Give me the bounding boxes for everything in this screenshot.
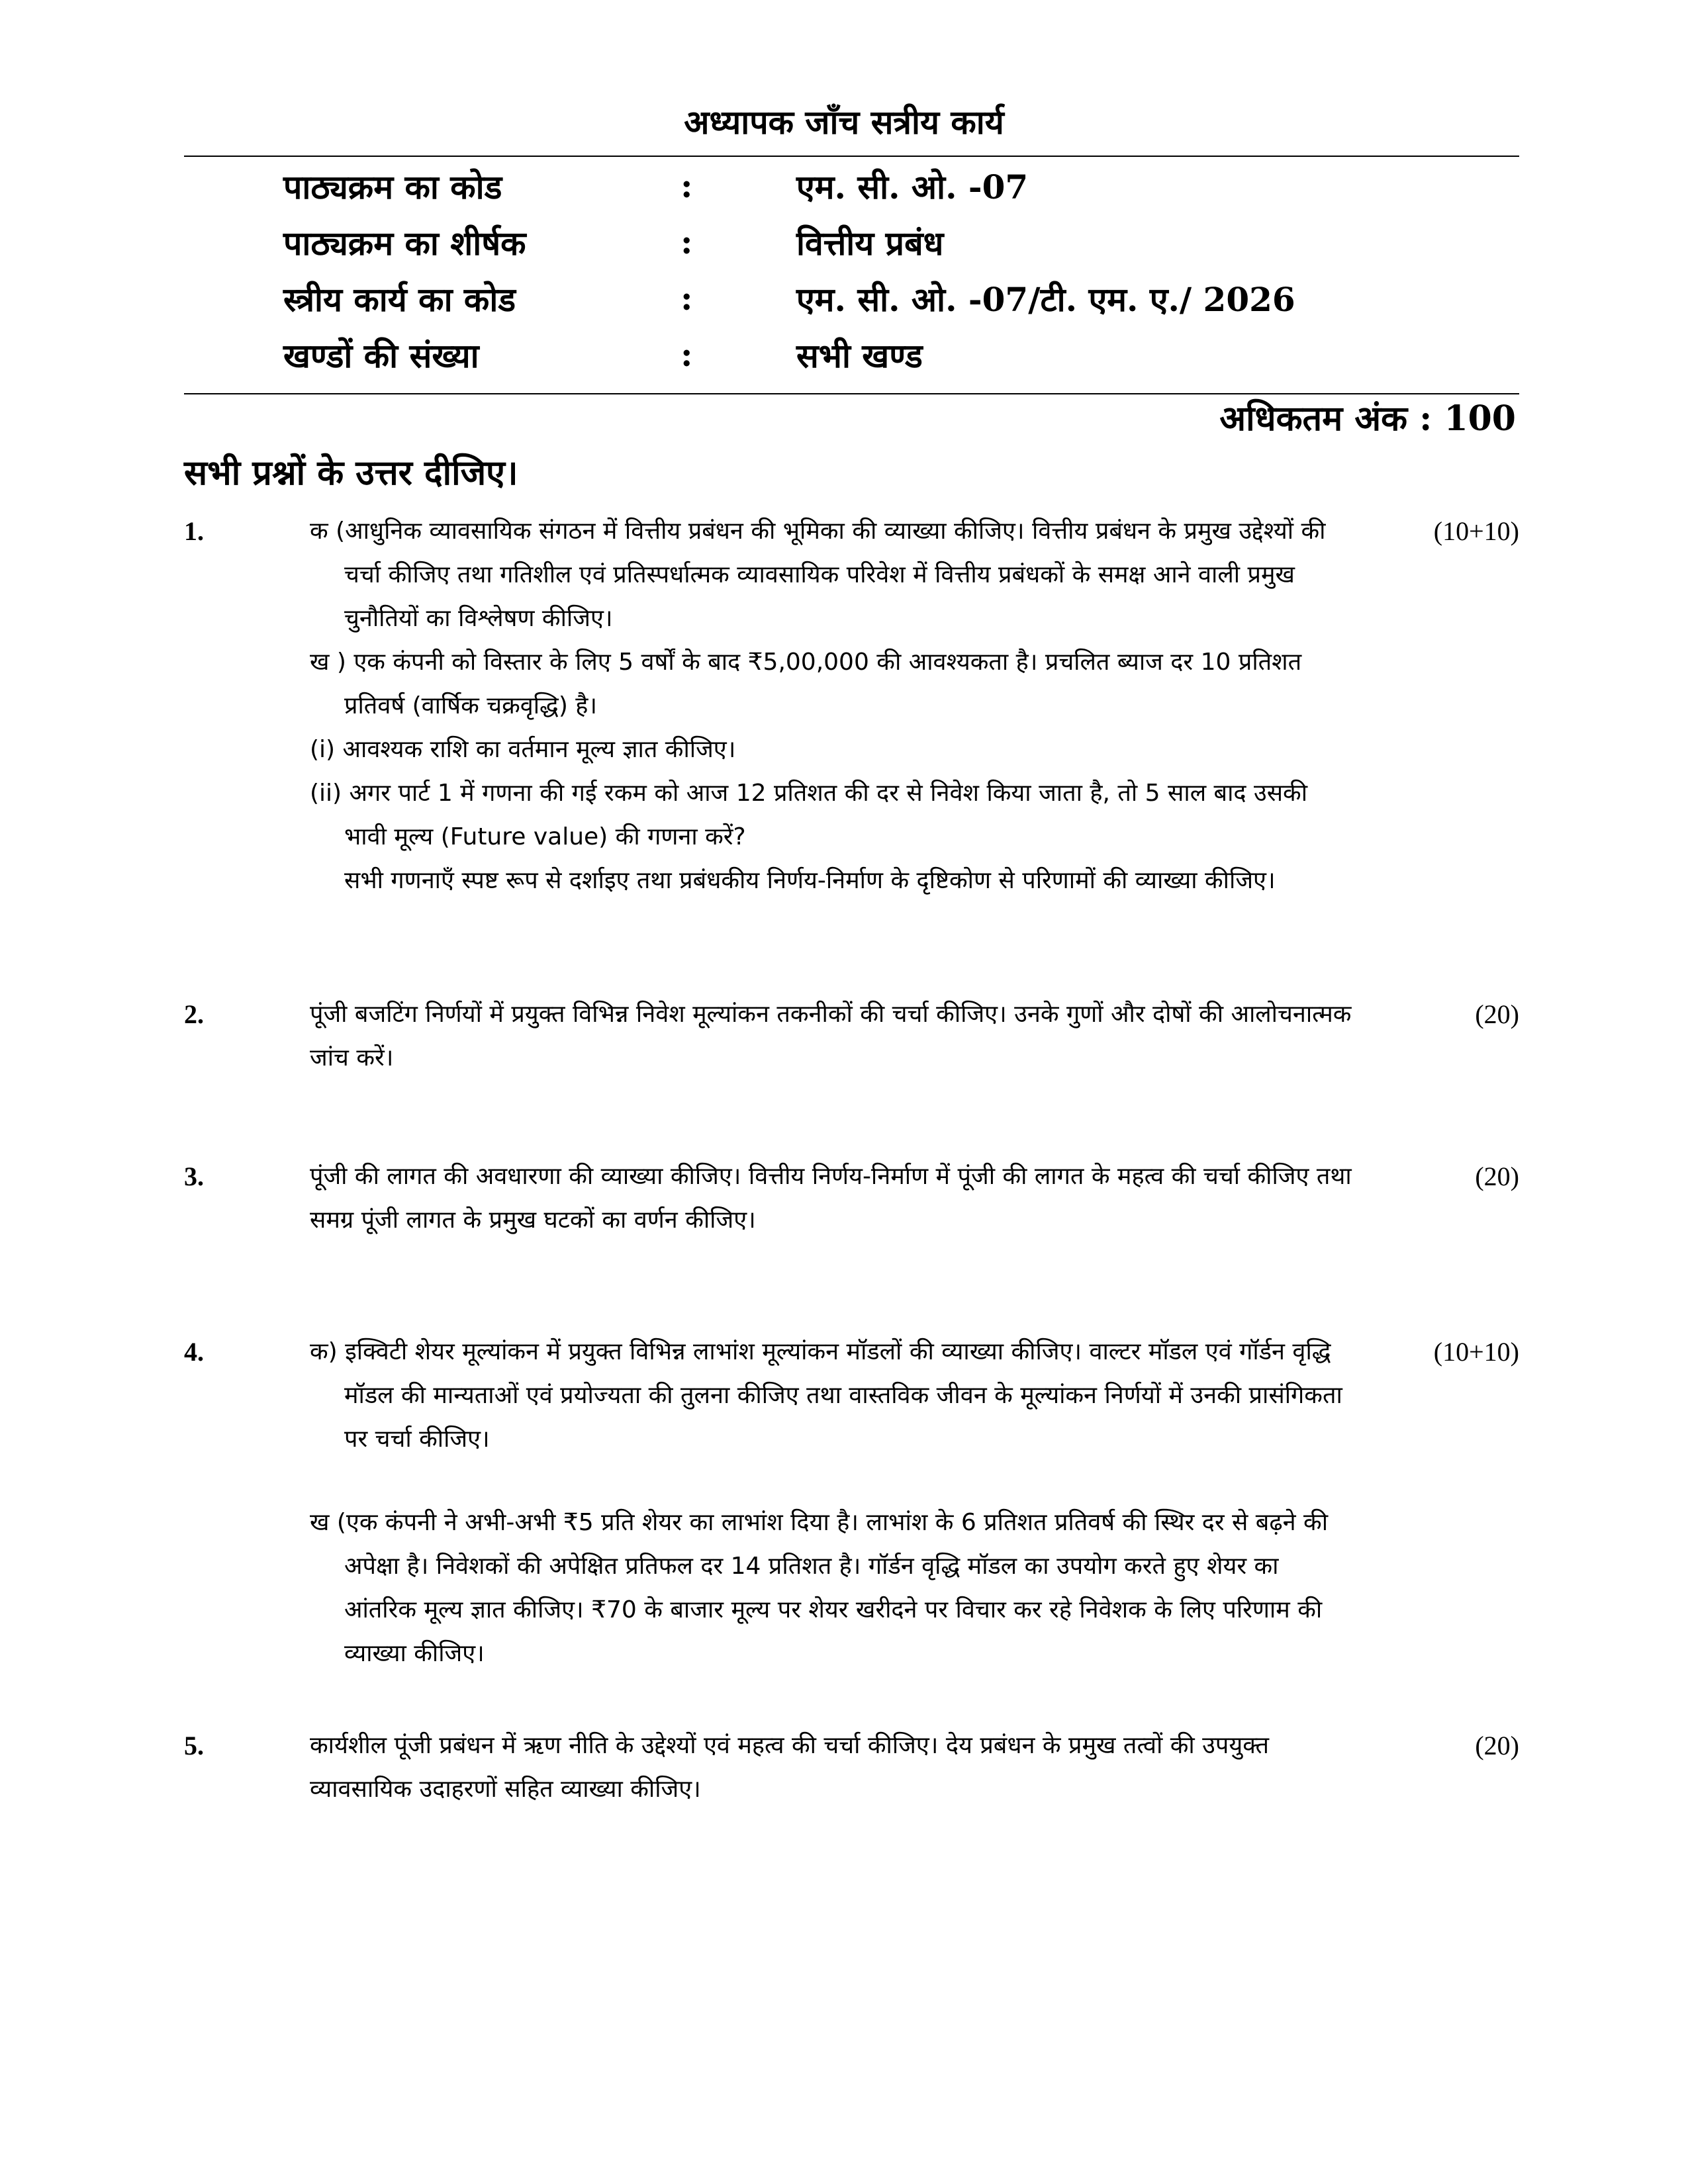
assignment-code-label: स्त्रीय कार्य का कोड <box>283 279 516 319</box>
course-code-value: एम. सी. ओ. -07 <box>796 167 1029 206</box>
max-marks: अधिकतम अंक : 100 <box>1219 398 1516 439</box>
assignment-code-value: एम. सी. ओ. -07/टी. एम. ए./ 2026 <box>796 279 1295 319</box>
meta-row-assignment-code <box>283 270 1409 326</box>
course-code-label: पाठ्यक्रम का कोड <box>283 167 502 206</box>
question-1-part-a: क (आधुनिक व्यावसायिक संगठन में वित्तीय प्रबंधन की भूमिका की व्याख्या कीजिए। वित्तीय प्रबंधन के प्रमुख उद्देश्यों की चर्चा कीजिए तथा गतिशील एवं प्रतिस्पर्धात्मक व्यावसायिक परिवेश में वित्तीय प्रबंधकों के समक्ष आने वाली प्रमुख चुनौतियों का विश्लेषण कीजिए। <box>310 518 1326 632</box>
document-title: अध्यापक जाँच सत्रीय कार्य <box>684 103 1004 142</box>
question-5-text: कार्यशील पूंजी प्रबंधन में ऋण नीति के उद्देश्यों एवं महत्व की चर्चा कीजिए। देय प्रबंधन के प्रमुख तत्वों की उपयुक्त व्यावसायिक उदाहरणों सहित व्याख्या कीजिए। <box>310 1732 1270 1803</box>
meta-row-blocks <box>283 326 1409 383</box>
question-number: 2. <box>184 999 204 1029</box>
meta-row-course-title <box>283 214 1409 270</box>
question-number: 3. <box>184 1161 204 1191</box>
question-body <box>310 1155 1356 1242</box>
question-1-sub-ii: (ii) अगर पार्ट 1 में गणना की गई रकम को आज 12 प्रतिशत की दर से निवेश किया जाता है, तो 5 साल बाद उसकी भावी मूल्य (Future value) की गणना करें? <box>310 780 1308 850</box>
meta-row-course-code <box>283 158 1409 214</box>
meta-colon: : <box>680 166 693 205</box>
question-1-note: सभी गणनाएँ स्पष्ट रूप से दर्शाइए तथा प्रबंधकीय निर्णय-निर्माण के दृष्टिकोण से परिणामों की व्याख्या कीजिए। <box>344 867 1276 894</box>
question-number: 1. <box>184 516 204 546</box>
question-body <box>310 1724 1356 1811</box>
question-marks: (20) <box>1475 999 1519 1029</box>
question-1-sub-i: (i) आवश्यक राशि का वर्तमान मूल्य ज्ञात कीजिए। <box>310 736 736 763</box>
question-marks: (10+10) <box>1433 1337 1519 1367</box>
course-title-label: पाठ्यक्रम का शीर्षक <box>283 223 526 263</box>
course-title-value: वित्तीय प्रबंध <box>796 223 944 263</box>
course-meta-table <box>283 158 1409 383</box>
blocks-label: खण्डों की संख्या <box>283 336 479 375</box>
meta-colon: : <box>680 335 693 374</box>
question-body <box>310 1330 1356 1676</box>
question-number: 4. <box>184 1337 204 1367</box>
blocks-value: सभी खण्ड <box>796 336 923 375</box>
question-4-part-b: ख (एक कंपनी ने अभी-अभी ₹5 प्रति शेयर का लाभांश दिया है। लाभांश के 6 प्रतिशत प्रतिवर्ष की स्थिर दर से बढ़ने की अपेक्षा है। निवेशकों की अपेक्षित प्रतिफल दर 14 प्रतिशत है। गॉर्डन वृद्धि मॉडल का उपयोग करते हुए शेयर का आंतरिक मूल्य ज्ञात कीजिए। ₹70 के बाजार मूल्य पर शेयर खरीदने पर विचार कर रहे निवेशक के लिए परिणाम की व्याख्या कीजिए। <box>310 1509 1329 1667</box>
question-body <box>310 510 1356 903</box>
question-marks: (20) <box>1475 1731 1519 1760</box>
question-number: 5. <box>184 1731 204 1760</box>
header-top-rule <box>184 156 1519 157</box>
question-marks: (10+10) <box>1433 516 1519 546</box>
question-marks: (20) <box>1475 1161 1519 1191</box>
meta-colon: : <box>680 222 693 261</box>
question-2-text: पूंजी बजटिंग निर्णयों में प्रयुक्त विभिन्न निवेश मूल्यांकन तकनीकों की चर्चा कीजिए। उनके गुणों और दोषों की आलोचनात्मक जांच करें। <box>310 1001 1352 1071</box>
question-body <box>310 993 1356 1080</box>
instruction: सभी प्रश्नों के उत्तर दीजिए। <box>184 453 518 493</box>
question-3-text: पूंजी की लागत की अवधारणा की व्याख्या कीजिए। वित्तीय निर्णय-निर्माण में पूंजी की लागत के महत्व की चर्चा कीजिए तथा समग्र पूंजी लागत के प्रमुख घटकों का वर्णन कीजिए। <box>310 1163 1352 1234</box>
meta-colon: : <box>680 279 693 318</box>
paragraph-gap <box>310 1461 1356 1501</box>
question-1-part-b: ख ) एक कंपनी को विस्तार के लिए 5 वर्षों के बाद ₹5,00,000 की आवश्यकता है। प्रचलित ब्याज दर 10 प्रतिशत प्रतिवर्ष (वार्षिक चक्रवृद्धि) है। <box>310 649 1302 719</box>
question-4-part-a: क) इक्विटी शेयर मूल्यांकन में प्रयुक्त विभिन्न लाभांश मूल्यांकन मॉडलों की व्याख्या कीजिए। वाल्टर मॉडल एवं गॉर्डन वृद्धि मॉडल की मान्यताओं एवं प्रयोज्यता की तुलना कीजिए तथा वास्तविक जीवन के मूल्यांकन निर्णयों में उनकी प्रासंगिकता पर चर्चा कीजिए। <box>310 1338 1342 1453</box>
header-bottom-rule <box>184 393 1519 394</box>
